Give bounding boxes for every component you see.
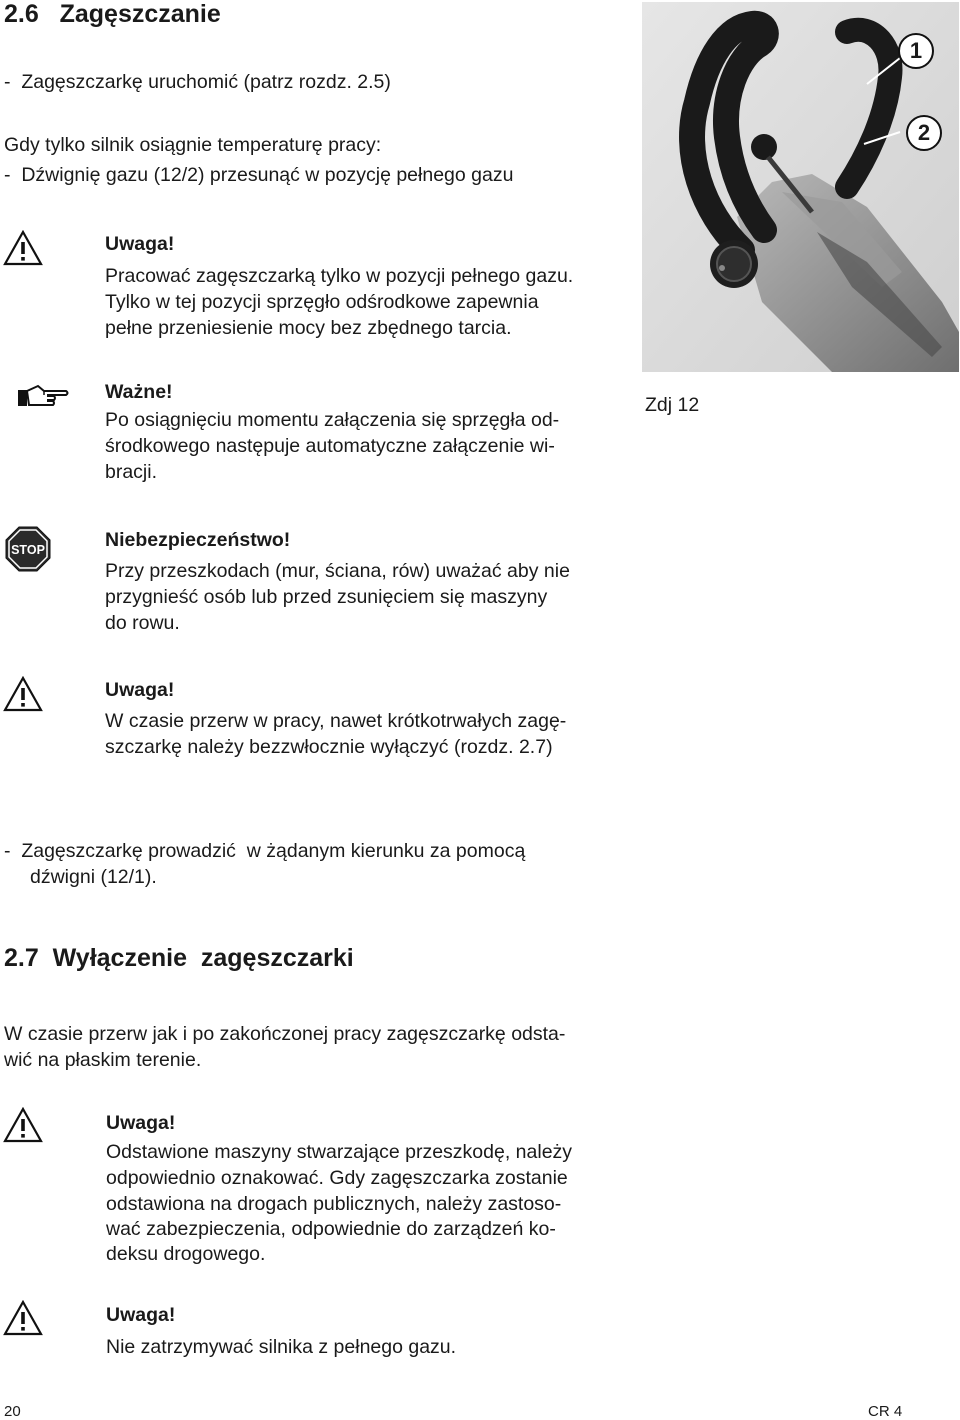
notice-2-line: bracji.: [105, 461, 158, 483]
condition-text: Gdy tylko silnik osiągnie temperaturę pracy:: [4, 134, 382, 156]
notice-5-line: odstawiona na drogach publicznych, należy zastoso-: [106, 1193, 562, 1215]
figure-photo-handle: [642, 2, 959, 372]
notice-3-line: do rowu.: [105, 612, 180, 634]
notice-3-heading: Niebezpieczeństwo!: [105, 529, 291, 551]
document-code: CR 4: [868, 1403, 903, 1420]
step-start: - Zagęszczarkę uruchomić (patrz rozdz. 2.5): [4, 71, 391, 93]
notice-5-line: wać zabezpieczenia, odpowiednie do zarządzeń ko-: [106, 1218, 556, 1240]
step-steer-line: dźwigni (12/1).: [30, 866, 157, 888]
section-2-7-line: wić na płaskim terenie.: [4, 1049, 202, 1071]
notice-3-line: przygnieść osób lub przed zsunięciem się maszyny: [105, 586, 548, 608]
section-title-2-6: 2.6 Zagęszczanie: [4, 0, 221, 28]
notice-5-line: deksu drogowego.: [106, 1243, 266, 1265]
warning-triangle-icon: [3, 1107, 43, 1143]
notice-1-line: pełne przeniesienie mocy bez zbędnego tarcia.: [105, 317, 512, 339]
notice-5-line: Odstawione maszyny stwarzające przeszkodę, należy: [106, 1141, 573, 1163]
notice-2-heading: Ważne!: [105, 381, 173, 403]
notice-4-line: szczarkę należy bezzwłocznie wyłączyć (rozdz. 2.7): [105, 736, 553, 758]
notice-4-heading: Uwaga!: [105, 679, 175, 701]
notice-1-line: Pracować zagęszczarką tylko w pozycji pełnego gazu.: [105, 265, 574, 287]
warning-triangle-icon: [3, 230, 43, 266]
callout-1-badge: 1: [898, 33, 934, 69]
notice-4-line: W czasie przerw w pracy, nawet krótkotrwałych zagę-: [105, 710, 567, 732]
notice-1-line: Tylko w tej pozycji sprzęgło odśrodkowe zapewnia: [105, 291, 539, 313]
section-2-7-line: W czasie przerw jak i po zakończonej pracy zagęszczarkę odsta-: [4, 1023, 566, 1045]
figure-caption: Zdj 12: [645, 394, 700, 416]
page-number: 20: [4, 1403, 21, 1420]
stop-sign-icon: [5, 526, 51, 572]
notice-2-line: Po osiągnięciu momentu załączenia się sprzęgła od-: [105, 409, 560, 431]
stop-sign-text: STOP: [11, 543, 45, 557]
warning-triangle-icon: [3, 676, 43, 712]
notice-1-heading: Uwaga!: [105, 233, 175, 255]
notice-2-line: środkowego następuje automatyczne załączenie wi-: [105, 435, 555, 457]
section-title-2-7: 2.7 Wyłączenie zagęszczarki: [4, 944, 354, 972]
notice-5-heading: Uwaga!: [106, 1112, 176, 1134]
warning-triangle-icon: [3, 1300, 43, 1336]
notice-5-line: odpowiednio oznakować. Gdy zagęszczarka zostanie: [106, 1167, 568, 1189]
step-steer-line: - Zagęszczarkę prowadzić w żądanym kierunku za pomocą: [4, 840, 526, 862]
step-throttle: - Dźwignię gazu (12/2) przesunąć w pozycję pełnego gazu: [4, 164, 514, 186]
callout-2-badge: 2: [906, 115, 942, 151]
pointing-hand-icon: [14, 382, 70, 410]
notice-6-heading: Uwaga!: [106, 1304, 176, 1326]
notice-3-line: Przy przeszkodach (mur, ściana, rów) uważać aby nie: [105, 560, 570, 582]
notice-6-line: Nie zatrzymywać silnika z pełnego gazu.: [106, 1336, 457, 1358]
